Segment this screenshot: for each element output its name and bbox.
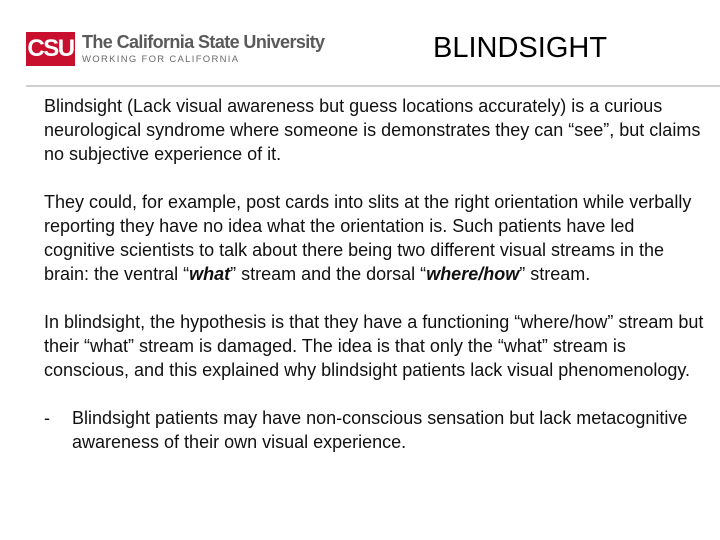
csu-logo-mark: CSU <box>26 32 75 66</box>
term-where-how: where/how <box>426 264 520 284</box>
paragraph-1: Blindsight (Lack visual awareness but guess locations accurately) is a curious neurological syndrome where someone is demonstrates they can “see”, but claims no subjective experience of it. <box>44 96 701 164</box>
csu-logo <box>26 32 324 68</box>
term-what: what <box>189 264 231 284</box>
paragraph-2-part-c: ” stream. <box>519 264 591 284</box>
logo-tagline: WORKING FOR CALIFORNIA <box>82 54 240 65</box>
paragraph-3: In blindsight, the hypothesis is that they have a functioning “where/how” stream but their “what” stream is damaged. The idea is that only the “what” stream is conscious, and this explained why blindsight patients lack visual phenomenology. <box>44 312 704 380</box>
slide-title: BLINDSIGHT <box>433 32 608 64</box>
slide-body <box>44 94 704 454</box>
paragraph-2-part-a: They could, for example, post cards into slits at the right orientation while verbally reporting they have no idea what the orientation is. Such patients have led cognitive scientists to talk about there being two different visual streams in the brain: the ventral “ <box>44 192 692 284</box>
bullet-item <box>44 406 704 454</box>
header <box>0 0 720 90</box>
paragraph-2-part-b: ” stream and the dorsal “ <box>230 264 427 284</box>
paragraph-2 <box>44 190 704 286</box>
header-divider <box>26 85 720 87</box>
csu-logo-text <box>82 32 324 65</box>
logo-university-name: The California State University <box>82 32 325 52</box>
bullet-text: Blindsight patients may have non-conscious sensation but lack metacognitive awareness of their own visual experience. <box>72 408 688 452</box>
bullet-dash: - <box>44 408 50 428</box>
